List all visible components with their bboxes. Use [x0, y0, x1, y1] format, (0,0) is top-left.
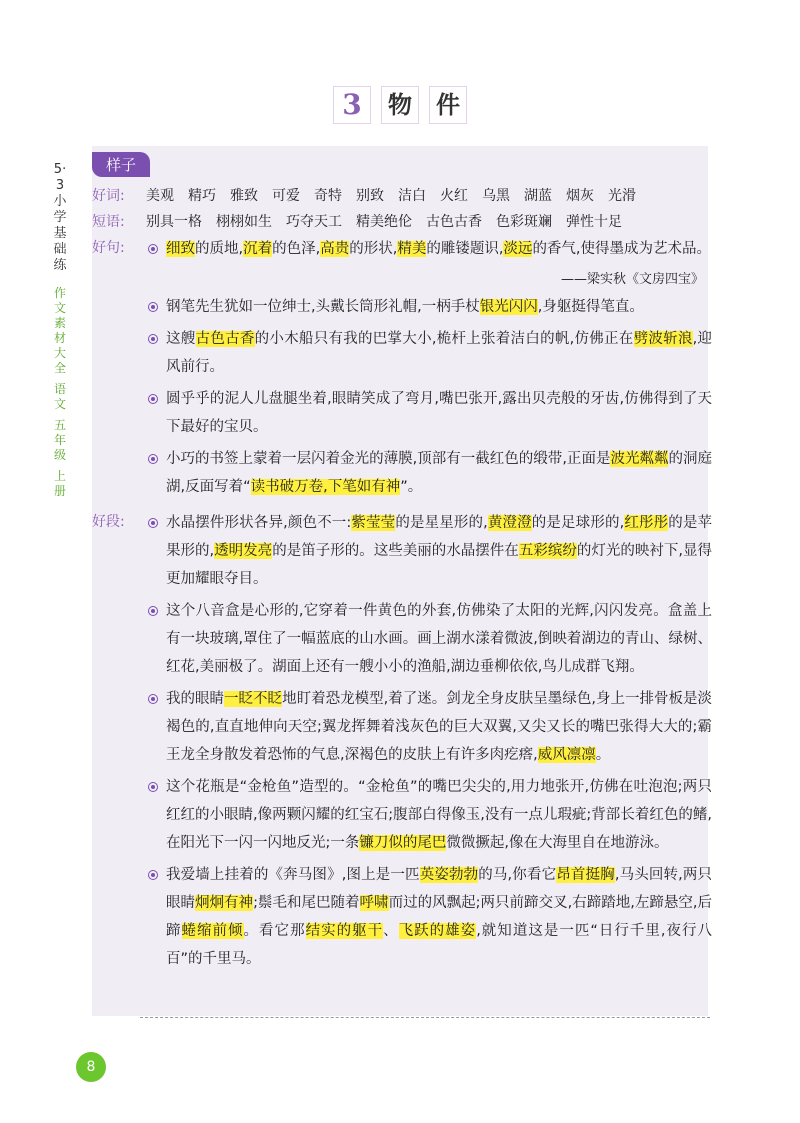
- text-segment: 的质地,: [195, 241, 244, 257]
- phrase-item: 色彩斑斓: [496, 214, 552, 230]
- highlighted-phrase: 蜷缩前倾: [181, 923, 244, 939]
- highlighted-phrase: 精美: [397, 241, 427, 257]
- phrase-item: 巧夺天工: [286, 214, 342, 230]
- paragraph-item: [146, 773, 712, 857]
- highlighted-phrase: 呼啸: [359, 895, 389, 911]
- paragraph-item: [146, 861, 712, 973]
- highlighted-phrase: 淡远: [503, 241, 533, 257]
- lesson-title: [0, 86, 800, 124]
- text-segment: 的马,你看它: [478, 867, 557, 883]
- book-tag: 作文素材大全: [53, 286, 66, 375]
- phrase-item: 栩栩如生: [216, 214, 272, 230]
- bullet-icon: [148, 782, 158, 792]
- paragraphs-list: [146, 509, 712, 977]
- phrases-list: [146, 209, 712, 235]
- text-segment: 这艘: [166, 331, 196, 347]
- highlighted-phrase: 镰刀似的尾巴: [359, 835, 447, 851]
- words-label: 好词:: [92, 188, 125, 204]
- sentence-item: [146, 385, 712, 441]
- highlighted-phrase: 读书破万卷,下笔如有神: [250, 479, 401, 495]
- bullet-icon: [148, 454, 158, 464]
- book-tag: 五年级: [53, 418, 66, 462]
- bullet-icon: [148, 606, 158, 616]
- text-segment: 微微撅起,像在大海里自在地游泳。: [446, 835, 669, 851]
- text-segment: 。看它那: [243, 923, 306, 939]
- text-segment: 这个八音盒是心形的,它穿着一件黄色的外套,仿佛染了太阳的光辉,闪闪发亮。盒盖上有一块玻璃,罩住了一幅蓝底的山水画。画上湖水漾着微波,倒映着湖边的青山、绿树、红花,美丽极了。湖面上还有一艘小小的渔船,湖边垂柳依依,鸟儿成群飞翔。: [166, 603, 712, 675]
- word-item: 乌黑: [482, 188, 510, 204]
- paragraph-item: [146, 597, 712, 681]
- highlighted-phrase: 结实的躯干: [305, 923, 384, 939]
- text-segment: 的形状,: [349, 241, 398, 257]
- lesson-number: 3: [333, 86, 371, 124]
- paragraph-item: [146, 509, 712, 593]
- text-segment: 钢笔先生犹如一位绅士,头戴长筒形礼帽,一柄手杖: [166, 299, 480, 315]
- text-segment: 的色泽,: [272, 241, 321, 257]
- text-segment: 而过的风飘起;两只前蹄交叉,右蹄踏地,左蹄悬空,后蹄: [166, 895, 713, 939]
- quote-source: ——梁实秋《文房四宝》: [560, 272, 704, 287]
- paragraphs-row: [88, 509, 712, 977]
- highlighted-phrase: 细致: [166, 241, 195, 257]
- word-item: 烟灰: [566, 188, 594, 204]
- highlighted-phrase: 红彤彤: [624, 515, 669, 531]
- bullet-icon: [148, 302, 158, 312]
- content-area: [88, 152, 712, 977]
- bottom-divider: [140, 1017, 710, 1018]
- highlighted-phrase: 高贵: [320, 241, 350, 257]
- text-segment: 我的眼睛: [166, 691, 225, 707]
- highlighted-phrase: 五彩缤纷: [518, 543, 577, 559]
- text-segment: 的小木船只有我的巴掌大小,桅杆上张着洁白的帆,仿佛正在: [254, 331, 634, 347]
- sentence-item: [146, 235, 712, 263]
- bullet-icon: [148, 694, 158, 704]
- highlighted-phrase: 沉着: [243, 241, 273, 257]
- bullet-icon: [148, 334, 158, 344]
- bullet-icon: [148, 870, 158, 880]
- page-number: 8: [76, 1052, 106, 1082]
- highlighted-phrase: 古色古香: [195, 331, 255, 347]
- text-segment: 水晶摆件形状各异,颜色不一:: [166, 515, 352, 531]
- phrases-label: 短语:: [92, 214, 125, 230]
- highlighted-phrase: 炯炯有神: [195, 895, 254, 911]
- word-item: 火红: [440, 188, 468, 204]
- sentences-label: 好句:: [92, 240, 125, 256]
- highlighted-phrase: 透明发亮: [214, 543, 273, 559]
- word-item: 美观: [146, 188, 174, 204]
- highlighted-phrase: 飞跃的雄姿: [398, 923, 477, 939]
- phrase-item: 古色古香: [426, 214, 482, 230]
- text-segment: 我爱墙上挂着的《奔马图》,图上是一匹: [166, 867, 420, 883]
- lesson-title-char: 物: [381, 86, 419, 124]
- highlighted-phrase: 威风凛凛: [537, 747, 596, 763]
- text-segment: ”。: [400, 479, 423, 495]
- highlighted-phrase: 英姿勃勃: [419, 867, 479, 883]
- bullet-icon: [148, 518, 158, 528]
- book-tags: [52, 286, 68, 499]
- phrases-row: [88, 209, 712, 235]
- text-segment: ,身躯挺得笔直。: [537, 299, 644, 315]
- phrase-item: 别具一格: [146, 214, 202, 230]
- word-item: 奇特: [314, 188, 342, 204]
- paragraphs-label: 好段:: [92, 514, 125, 530]
- text-segment: 的是星星形的,: [395, 515, 488, 531]
- series-brand: 5·3小学基础练: [53, 162, 67, 273]
- text-segment: 的是苹果形的,: [166, 515, 713, 559]
- text-segment: ,迎风前行。: [166, 331, 713, 375]
- text-segment: 的是足球形的,: [531, 515, 625, 531]
- highlighted-phrase: 劈波斩浪: [633, 331, 693, 347]
- highlighted-phrase: 黄澄澄: [487, 515, 532, 531]
- text-segment: 的洞庭湖,反面写着“: [166, 451, 712, 495]
- bullet-icon: [148, 394, 158, 404]
- section-tab: 样子: [92, 152, 150, 177]
- highlighted-phrase: 银光闪闪: [479, 299, 538, 315]
- text-segment: 的是笛子形的。这些美丽的水晶摆件在: [272, 543, 519, 559]
- text-segment: 圆乎乎的泥人儿盘腿坐着,眼睛笑成了弯月,嘴巴张开,露出贝壳般的牙齿,仿佛得到了天下最好的宝贝。: [166, 391, 712, 435]
- words-row: [88, 183, 712, 209]
- text-segment: 的雕镂题识,: [426, 241, 504, 257]
- text-segment: 、: [383, 923, 399, 939]
- phrase-item: 精美绝伦: [356, 214, 412, 230]
- text-segment: 的灯光的映衬下,显得更加耀眼夺目。: [166, 543, 713, 587]
- words-list: [146, 183, 712, 209]
- text-segment: 地盯着恐龙模型,着了迷。剑龙全身皮肤呈墨绿色,身上一排骨板是淡褐色的,直直地伸向天空;翼龙挥舞着浅灰色的巨大双翼,又尖又长的嘴巴张得大大的;霸王龙全身散发着恐怖的气息,深褐色的皮肤上有许多肉疙瘩,: [166, 691, 713, 763]
- sentences-list: [146, 235, 712, 505]
- phrase-item: 弹性十足: [566, 214, 622, 230]
- text-segment: ,马头回转,两只眼睛: [166, 867, 713, 911]
- text-segment: 。: [595, 747, 611, 763]
- book-tag: 语文: [53, 382, 66, 411]
- text-segment: 小巧的书签上蒙着一层闪着金光的薄膜,顶部有一截红色的缎带,正面是: [166, 451, 611, 467]
- bullet-icon: [148, 244, 158, 254]
- lesson-title-char: 件: [429, 86, 467, 124]
- text-segment: 这个花瓶是“金枪鱼”造型的。“金枪鱼”的嘴巴尖尖的,用力地张开,仿佛在吐泡泡;两只红红的小眼睛,像两颗闪耀的红宝石;腹部白得像玉,没有一点儿瑕疵;背部长着红色的鳍,在阳光下一闪一闪地反光;一条: [166, 779, 712, 851]
- highlighted-phrase: 一眨不眨: [224, 691, 283, 707]
- paragraph-item: [146, 685, 712, 769]
- text-segment: ;鬃毛和尾巴随着: [253, 895, 360, 911]
- word-item: 光滑: [608, 188, 636, 204]
- word-item: 精巧: [188, 188, 216, 204]
- word-item: 湖蓝: [524, 188, 552, 204]
- sentence-item: [146, 445, 712, 501]
- word-item: 洁白: [398, 188, 426, 204]
- text-segment: 的香气,使得墨成为艺术品。: [532, 241, 712, 257]
- word-item: 雅致: [230, 188, 258, 204]
- sentence-item: [146, 293, 712, 321]
- sentences-row: [88, 235, 712, 505]
- word-item: 别致: [356, 188, 384, 204]
- highlighted-phrase: 昂首挺胸: [556, 867, 615, 883]
- highlighted-phrase: 波光粼粼: [610, 451, 669, 467]
- text-segment: ,就知道这是一匹“日行千里,夜行八百”的千里马。: [166, 923, 713, 967]
- word-item: 可爱: [272, 188, 300, 204]
- sentence-item: [146, 325, 712, 381]
- highlighted-phrase: 紫莹莹: [351, 515, 396, 531]
- book-tag: 上册: [53, 469, 66, 498]
